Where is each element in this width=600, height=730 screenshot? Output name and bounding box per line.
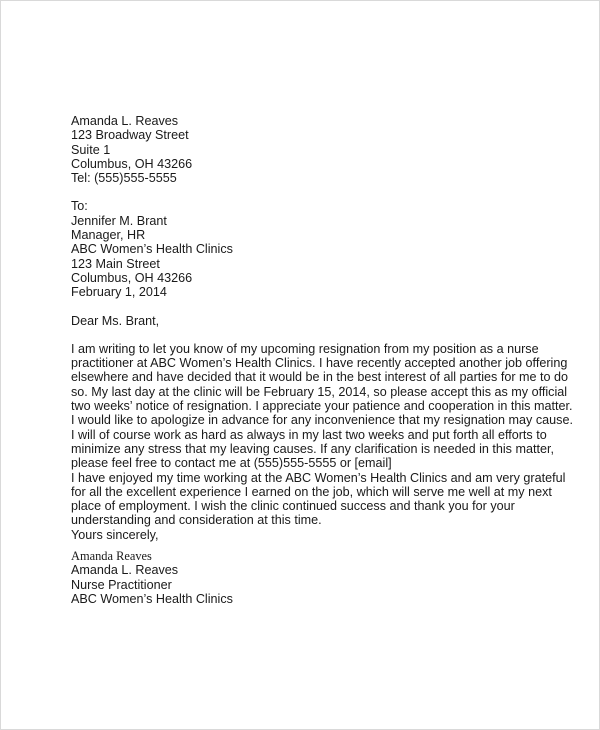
body-line: place of employment. I wish the clinic continued success and thank you for your <box>71 499 515 514</box>
body-line: elsewhere and have decided that it would be in the best interest of all parties for me to do <box>71 370 569 385</box>
salutation <box>71 314 561 328</box>
recipient-street: 123 Main Street <box>71 256 160 271</box>
letter-date: February 1, 2014 <box>71 285 167 300</box>
recipient-city: Columbus, OH 43266 <box>71 270 193 285</box>
recipient-address-block <box>71 199 561 299</box>
sender-phone: Tel: (555)555-5555 <box>71 171 177 186</box>
to-label: To: <box>71 199 88 214</box>
signature-block <box>71 549 561 606</box>
recipient-organization: ABC Women’s Health Clinics <box>71 242 233 257</box>
body-line: minimize any stress that my leaving causes. If any clarification is needed in this matter, <box>71 441 554 456</box>
salutation-text: Dear Ms. Brant, <box>71 313 160 328</box>
body-line: I have enjoyed my time working at the ABC Women’s Health Clinics and am very grateful <box>71 470 566 485</box>
body-line: practitioner at ABC Women’s Health Clinics. I have recently accepted another job offering <box>71 356 568 371</box>
body-line: please feel free to contact me at (555)555-5555 or [email] <box>71 456 392 471</box>
closing: Yours sincerely, <box>71 527 159 542</box>
signer-name: Amanda L. Reaves <box>71 563 179 578</box>
resignation-letter <box>71 114 573 606</box>
sender-suite: Suite 1 <box>71 142 111 157</box>
handwritten-signature: Amanda Reaves <box>71 549 152 564</box>
recipient-title: Manager, HR <box>71 228 146 243</box>
body-line: for all the excellent experience I earned on the job, which will serve me well at my next <box>71 484 552 499</box>
sender-street: 123 Broadway Street <box>71 128 189 143</box>
body-line: I am writing to let you know of my upcoming resignation from my position as a nurse <box>71 341 539 356</box>
body-line: I will of course work as hard as always in my last two weeks and put forth all efforts to <box>71 427 547 442</box>
sender-name: Amanda L. Reaves <box>71 114 179 128</box>
sender-city: Columbus, OH 43266 <box>71 156 193 171</box>
sender-address-block <box>71 114 561 185</box>
signer-organization: ABC Women’s Health Clinics <box>71 591 233 606</box>
body-line: two weeks’ notice of resignation. I appreciate your patience and cooperation in this matter. <box>71 399 573 414</box>
recipient-name: Jennifer M. Brant <box>71 213 167 228</box>
body-line: understanding and consideration at this time. <box>71 513 322 528</box>
body-line: I would like to apologize in advance for any inconvenience that my resignation may cause. <box>71 413 573 428</box>
body-line: so. My last day at the clinic will be February 15, 2014, so please accept this as my official <box>71 384 568 399</box>
letter-body <box>71 341 573 542</box>
signer-title: Nurse Practitioner <box>71 577 172 592</box>
